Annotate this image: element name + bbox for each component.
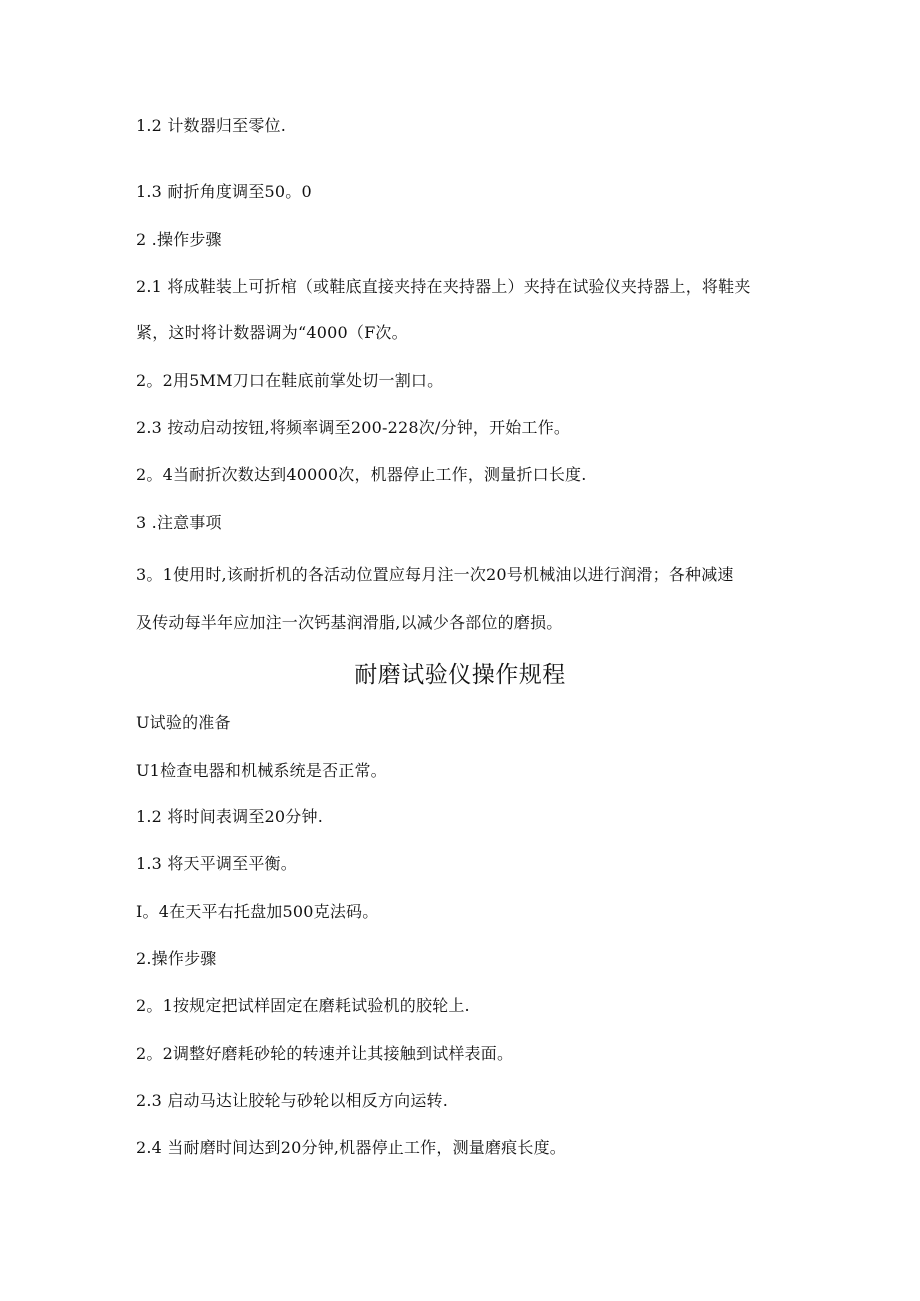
prep-1-3-balance: 1.3 将天平调至平衡。 <box>136 854 297 873</box>
step-2-2-cut: 2。2用5MM刀口在鞋底前掌处切一割口。 <box>136 371 444 390</box>
note-3-1-line-1: 3。1使用时,该耐折机的各活动位置应每月注一次20号机械油以进行润滑；各种减速 <box>136 565 734 584</box>
prep-1-1-check: U1检查电器和机械系统是否正常。 <box>136 761 387 780</box>
op-2-4-stop-measure: 2.4 当耐磨时间达到20分钟,机器停止工作，测量磨痕长度。 <box>136 1138 566 1157</box>
note-3-1-line-2: 及传动每半年应加注一次钙基润滑脂,以减少各部位的磨损。 <box>136 613 563 632</box>
step-2-1-line-2: 紧，这时将计数器调为“4000（F次。 <box>136 323 408 342</box>
step-2-4-stop: 2。4当耐折次数达到40000次，机器停止工作，测量折口长度. <box>136 465 587 484</box>
op-2-2-adjust-speed: 2。2调整好磨耗砂轮的转速并让其接触到试样表面。 <box>136 1044 514 1063</box>
heading-operation-steps-2: 2.操作步骤 <box>136 949 217 968</box>
prep-1-4-weight: I。4在天平右托盘加500克法码。 <box>136 902 379 921</box>
step-1-3-fold-angle: 1.3 耐折角度调至50。0 <box>136 182 312 201</box>
heading-test-preparation: U试验的准备 <box>136 713 231 732</box>
heading-precautions: 3 .注意事项 <box>136 513 222 532</box>
op-2-1-fix-sample: 2。1按规定把试样固定在磨耗试验机的胶轮上. <box>136 996 470 1015</box>
op-2-3-start-motor: 2.3 启动马达让胶轮与砂轮以相反方向运转. <box>136 1091 449 1110</box>
step-2-1-line-1: 2.1 将成鞋装上可折棺（或鞋底直接夹持在夹持器上）夹持在试验仪夹持器上，将鞋夹 <box>136 277 751 296</box>
step-2-3-start: 2.3 按动启动按钮,将频率调至200-228次/分钟，开始工作。 <box>136 418 571 437</box>
prep-1-2-timer: 1.2 将时间表调至20分钟. <box>136 807 323 826</box>
heading-operation-steps: 2 .操作步骤 <box>136 230 222 249</box>
step-1-2-counter-reset: 1.2 计数器归至零位. <box>136 116 287 135</box>
page-title: 耐磨试验仪操作规程 <box>354 662 566 688</box>
